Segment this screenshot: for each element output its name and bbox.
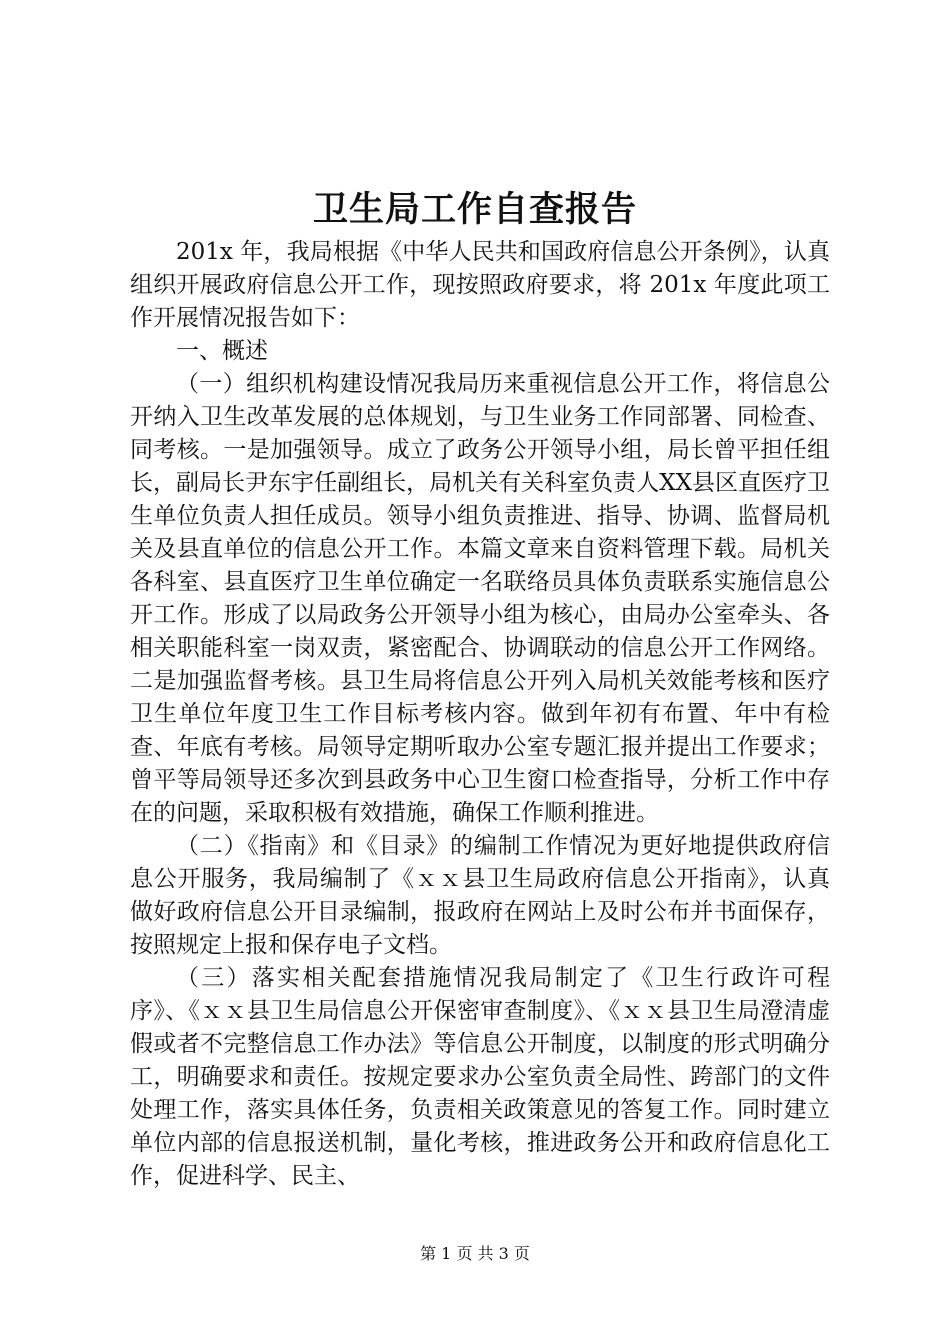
paragraph-supporting-measures: （三）落实相关配套措施情况我局制定了《卫生行政许可程序》、《ｘｘ县卫生局信息公开保密审查制度》、《ｘｘ县卫生局澄清虚假或者不完整信息工作办法》等信息公开制度，以制度的形式明确分工，明确要求和责任。按规定要求办公室负责全局性、跨部门的文件处理工作，落实具体任务，负责相关政策意见的答复工作。同时建立单位内部的信息报送机制，量化考核，推进政务公开和政府信息化工作，促进科学、民主、 [130, 965, 830, 1189]
page-footer: 第 1 页 共 3 页 [420, 1244, 530, 1263]
paragraph-guide-catalog: （二）《指南》和《目录》的编制工作情况为更好地提供政府信息公开服务，我局编制了《ｘｘ县卫生局政府信息公开指南》，认真做好政府信息公开目录编制，报政府在网站上及时公布并书面保存，按照规定上报和保存电子文档。 [130, 833, 830, 958]
section-heading-overview: 一、概述 [176, 338, 268, 364]
document-body [130, 236, 830, 1193]
paragraph-organization: （一）组织机构建设情况我局历来重视信息公开工作，将信息公开纳入卫生改革发展的总体规划，与卫生业务工作同部署、同检查、同考核。一是加强领导。成立了政务公开领导小组，局长曾平担任组长，副局长尹东宇任副组长，局机关有关科室负责人XX县区直医疗卫生单位负责人担任成员。领导小组负责推进、指导、协调、监督局机关及县直单位的信息公开工作。本篇文章来自资料管理下载。局机关各科室、县直医疗卫生单位确定一名联络员具体负责联系实施信息公开工作。形成了以局政务公开领导小组为核心，由局办公室牵头、各相关职能科室一岗双责，紧密配合、协调联动的信息公开工作网络。二是加强监督考核。县卫生局将信息公开列入局机关效能考核和医疗卫生单位年度卫生工作目标考核内容。做到年初有布置、年中有检查、年底有考核。局领导定期听取办公室专题汇报并提出工作要求；曾平等局领导还多次到县政务中心卫生窗口检查指导，分析工作中存在的问题，采取积极有效措施，确保工作顺利推进。 [130, 371, 830, 826]
paragraph-intro: 201x 年，我局根据《中华人民共和国政府信息公开条例》，认真组织开展政府信息公开工作，现按照政府要求，将 201x 年度此项工作开展情况报告如下： [130, 239, 830, 331]
document-title: 卫生局工作自查报告 [312, 189, 637, 230]
